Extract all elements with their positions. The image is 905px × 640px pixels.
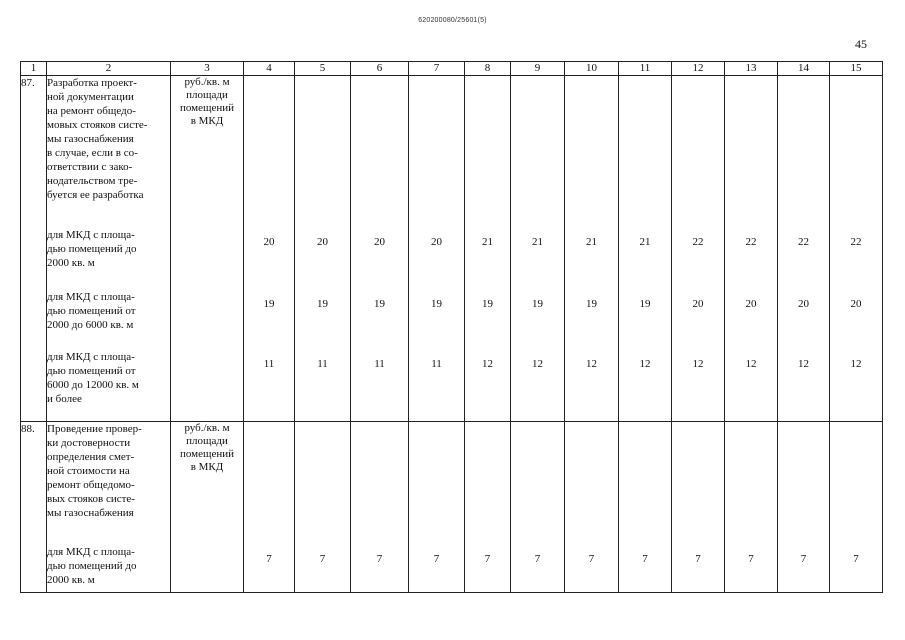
table-row bbox=[21, 422, 883, 593]
tariff-value: 12 bbox=[586, 358, 597, 370]
tariff-value: 21 bbox=[532, 236, 543, 248]
row-title: Проведение провер- ки достоверности определения смет- ной стоимости на ремонт общедомо- вых стояков систе- мы газоснабжения bbox=[47, 423, 142, 519]
tariff-value: 21 bbox=[586, 236, 597, 248]
column-header-11: 11 bbox=[619, 62, 672, 76]
row-description bbox=[47, 422, 171, 593]
tariff-value: 7 bbox=[266, 553, 272, 565]
tariff-value: 20 bbox=[374, 236, 385, 248]
tariff-value: 20 bbox=[263, 236, 275, 248]
column-header-15: 15 bbox=[830, 62, 883, 76]
value-cell-col-4 bbox=[244, 76, 295, 422]
tariff-value: 19 bbox=[431, 298, 442, 310]
tariff-value: 20 bbox=[798, 298, 809, 310]
tariff-value: 7 bbox=[853, 553, 859, 565]
column-header-7: 7 bbox=[409, 62, 465, 76]
tariff-value: 22 bbox=[692, 236, 704, 248]
value-cell-col-7 bbox=[409, 422, 465, 593]
row-unit: руб./кв. м площади помещений в МКД bbox=[171, 76, 244, 422]
tariff-value: 12 bbox=[482, 358, 493, 370]
tariff-value: 7 bbox=[534, 553, 541, 565]
row-unit: руб./кв. м площади помещений в МКД bbox=[171, 422, 244, 593]
value-cell-col-8 bbox=[465, 76, 511, 422]
tariff-value: 7 bbox=[484, 553, 491, 565]
tariff-value: 7 bbox=[800, 553, 807, 565]
column-header-13: 13 bbox=[725, 62, 778, 76]
column-header-8: 8 bbox=[465, 62, 511, 76]
value-cell-col-11 bbox=[619, 76, 672, 422]
tariff-value: 7 bbox=[376, 553, 383, 565]
value-cell-col-10 bbox=[565, 76, 619, 422]
value-cell-col-12 bbox=[672, 76, 725, 422]
tariff-value: 11 bbox=[263, 358, 275, 370]
tariff-value: 20 bbox=[317, 236, 328, 248]
tariff-value: 19 bbox=[374, 298, 385, 310]
tariff-value: 7 bbox=[695, 553, 701, 565]
value-cell-col-9 bbox=[511, 422, 565, 593]
value-cell-col-14 bbox=[778, 422, 830, 593]
table-body bbox=[21, 76, 883, 593]
tariff-value: 19 bbox=[532, 298, 543, 310]
tariff-value: 21 bbox=[639, 236, 651, 248]
value-cell-col-7 bbox=[409, 76, 465, 422]
column-header-14: 14 bbox=[778, 62, 830, 76]
document-id: 620200080/25601(5) bbox=[418, 17, 487, 24]
tariff-value: 12 bbox=[850, 358, 862, 370]
row-number: 87. bbox=[21, 76, 47, 422]
column-header-5: 5 bbox=[295, 62, 351, 76]
subrow-label: для МКД с площа- дью помещений от 6000 до 12000 кв. м и более bbox=[47, 351, 139, 405]
value-cell-col-6 bbox=[351, 422, 409, 593]
tariff-value: 12 bbox=[745, 358, 757, 370]
tariff-value: 12 bbox=[798, 358, 809, 370]
tariff-value: 11 bbox=[431, 358, 442, 370]
tariff-value: 20 bbox=[745, 298, 757, 310]
tariff-value: 11 bbox=[374, 358, 385, 370]
tariff-value: 20 bbox=[692, 298, 704, 310]
row-title: Разработка проект- ной документации на ремонт общедо- мовых стояков систе- мы газоснабжения в случае, если в со- ответствии с зако- нодательством тре- буется ее разработка bbox=[47, 77, 148, 201]
subrow-label: для МКД с площа- дью помещений до 2000 кв. м bbox=[47, 229, 137, 269]
tariff-table bbox=[20, 61, 883, 593]
table-row bbox=[21, 76, 883, 422]
tariff-value: 20 bbox=[850, 298, 862, 310]
column-header-1: 1 bbox=[21, 62, 47, 76]
tariff-value: 7 bbox=[588, 553, 595, 565]
subrow-label: для МКД с площа- дью помещений до 2000 кв. м bbox=[47, 546, 137, 586]
page-number: 45 bbox=[855, 37, 867, 51]
subrow-label: для МКД с площа- дью помещений от 2000 до 6000 кв. м bbox=[47, 291, 136, 331]
tariff-value: 11 bbox=[317, 358, 328, 370]
value-cell-col-6 bbox=[351, 76, 409, 422]
column-header-2: 2 bbox=[47, 62, 171, 76]
row-number: 88. bbox=[21, 422, 47, 593]
value-cell-col-5 bbox=[295, 422, 351, 593]
column-header-9: 9 bbox=[511, 62, 565, 76]
tariff-value: 22 bbox=[798, 236, 809, 248]
value-cell-col-5 bbox=[295, 76, 351, 422]
value-cell-col-9 bbox=[511, 76, 565, 422]
row-description bbox=[47, 76, 171, 422]
column-header-4: 4 bbox=[244, 62, 295, 76]
value-cell-col-15 bbox=[830, 422, 883, 593]
tariff-value: 19 bbox=[317, 298, 328, 310]
tariff-value: 7 bbox=[319, 553, 326, 565]
tariff-value: 19 bbox=[639, 298, 651, 310]
tariff-value: 19 bbox=[263, 298, 275, 310]
value-cell-col-10 bbox=[565, 422, 619, 593]
column-header-10: 10 bbox=[565, 62, 619, 76]
tariff-value: 22 bbox=[745, 236, 757, 248]
value-cell-col-13 bbox=[725, 422, 778, 593]
tariff-value: 7 bbox=[642, 553, 648, 565]
tariff-value: 19 bbox=[482, 298, 493, 310]
tariff-value: 7 bbox=[433, 553, 440, 565]
value-cell-col-12 bbox=[672, 422, 725, 593]
value-cell-col-14 bbox=[778, 76, 830, 422]
tariff-value: 7 bbox=[748, 553, 754, 565]
column-header-12: 12 bbox=[672, 62, 725, 76]
column-header-6: 6 bbox=[351, 62, 409, 76]
value-cell-col-15 bbox=[830, 76, 883, 422]
tariff-value: 21 bbox=[482, 236, 493, 248]
tariff-value: 22 bbox=[850, 236, 862, 248]
tariff-value: 12 bbox=[692, 358, 704, 370]
tariff-value: 19 bbox=[586, 298, 597, 310]
value-cell-col-4 bbox=[244, 422, 295, 593]
tariff-value: 12 bbox=[532, 358, 543, 370]
value-cell-col-13 bbox=[725, 76, 778, 422]
tariff-value: 12 bbox=[639, 358, 651, 370]
column-header-3: 3 bbox=[171, 62, 244, 76]
tariff-value: 20 bbox=[431, 236, 442, 248]
value-cell-col-11 bbox=[619, 422, 672, 593]
value-cell-col-8 bbox=[465, 422, 511, 593]
header-row bbox=[21, 62, 883, 76]
